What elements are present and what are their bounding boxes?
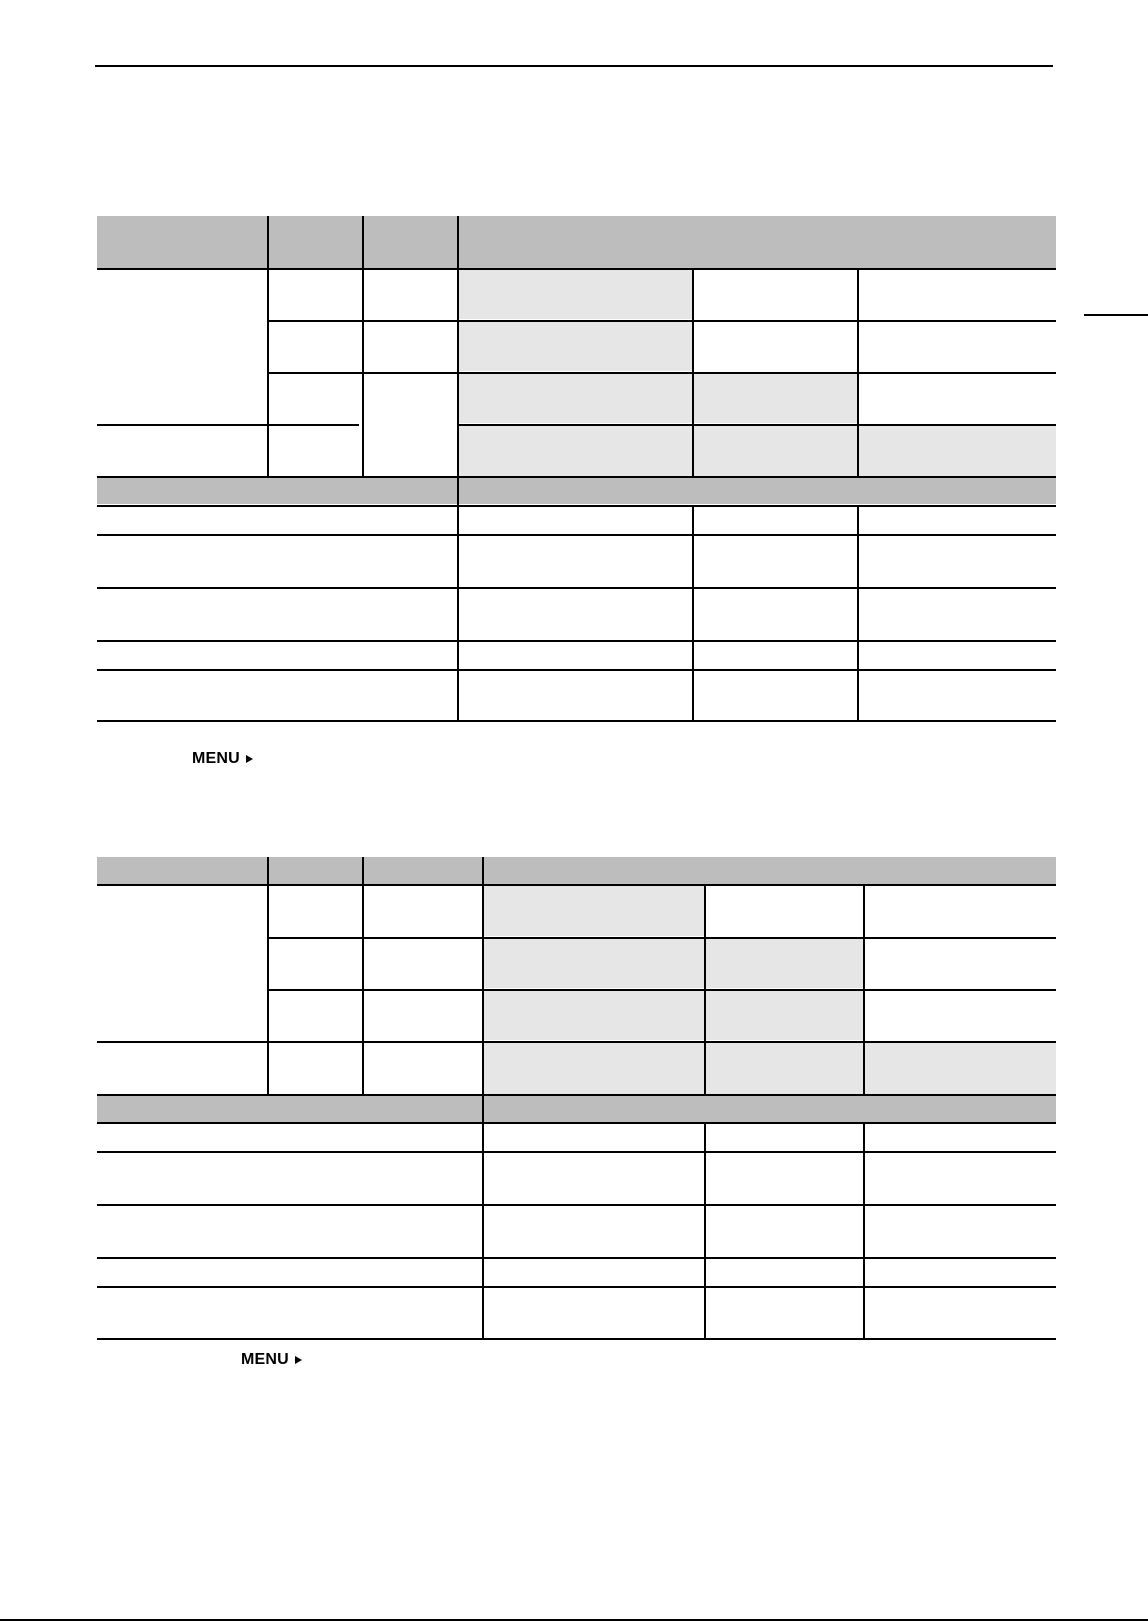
table-2-row-rule [97, 1286, 1056, 1288]
table-2-row-rule [97, 1338, 1056, 1340]
header-rule [95, 65, 1053, 67]
table-1-row-rule [97, 587, 1056, 589]
table-1-col-rule [857, 268, 859, 476]
table-1-section-band [97, 477, 1056, 504]
side-tab-marker [1084, 314, 1148, 316]
table-1-row-rule [268, 320, 1056, 322]
table-1-shaded-cell [459, 425, 693, 476]
table-1-row-rule [97, 476, 1056, 478]
table-2-row-rule [97, 1041, 1056, 1043]
table-1-row-rule [97, 534, 1056, 536]
table-1-shaded-cell [859, 425, 1056, 476]
table-1-row-rule [97, 720, 1056, 722]
table-2-row-rule [97, 1204, 1056, 1206]
right-triangle-icon [246, 755, 253, 763]
table-2-row-rule [97, 1122, 1056, 1124]
table-2-col-rule [362, 857, 364, 1094]
table-2-shaded-cell [706, 938, 863, 988]
table-2-col-rule [704, 1122, 706, 1338]
table-2-col-rule [863, 1122, 865, 1338]
table-2-col-rule [482, 857, 484, 1338]
table-2-shaded-cell [484, 990, 704, 1040]
table-1-row-rule [268, 372, 1056, 374]
menu-indicator [192, 749, 253, 769]
table-1-shaded-cell [694, 373, 858, 423]
menu-label: MENU [192, 750, 240, 767]
table-2-row-rule [268, 989, 1056, 991]
table-1-col-rule [362, 216, 364, 476]
table-1-row-rule [97, 669, 1056, 671]
table-2-shaded-cell [484, 1042, 704, 1094]
table-1-header-band [97, 216, 1056, 268]
table-1-row-rule [97, 268, 1056, 270]
table-2-col-rule [704, 884, 706, 1094]
menu-indicator [241, 1350, 302, 1370]
table-2-header-band [97, 857, 1056, 884]
table-2-shaded-cell [484, 886, 704, 936]
table-1-row-rule [97, 505, 1056, 507]
table-2-row-rule [97, 884, 1056, 886]
table-1-row-rule [97, 424, 359, 426]
table-1-col-rule [857, 505, 859, 720]
table-2-shaded-cell [706, 1042, 863, 1094]
table-1-col-rule [267, 216, 269, 476]
table-2-row-rule [97, 1257, 1056, 1259]
table-2-col-rule [267, 857, 269, 1094]
table-1-shaded-cell [694, 425, 858, 476]
table-1-shaded-cell [459, 321, 693, 371]
table-2-shaded-cell [484, 938, 704, 988]
table-1-row-rule [97, 640, 1056, 642]
table-1-shaded-cell [459, 269, 693, 319]
table-1-row-rule [457, 424, 1056, 426]
table-2-shaded-cell [706, 990, 863, 1040]
table-1-col-rule [692, 505, 694, 720]
menu-label: MENU [241, 1351, 289, 1368]
table-2-shaded-cell [865, 1042, 1056, 1094]
right-triangle-icon [295, 1356, 302, 1364]
table-1-col-rule [692, 268, 694, 476]
table-2-col-rule [863, 884, 865, 1094]
table-2-row-rule [97, 1151, 1056, 1153]
table-2-row-rule [268, 937, 1056, 939]
table-2-section-band [97, 1095, 1056, 1122]
table-1-shaded-cell [459, 373, 693, 423]
table-2-row-rule [97, 1094, 1056, 1096]
table-1-col-rule [457, 216, 459, 720]
